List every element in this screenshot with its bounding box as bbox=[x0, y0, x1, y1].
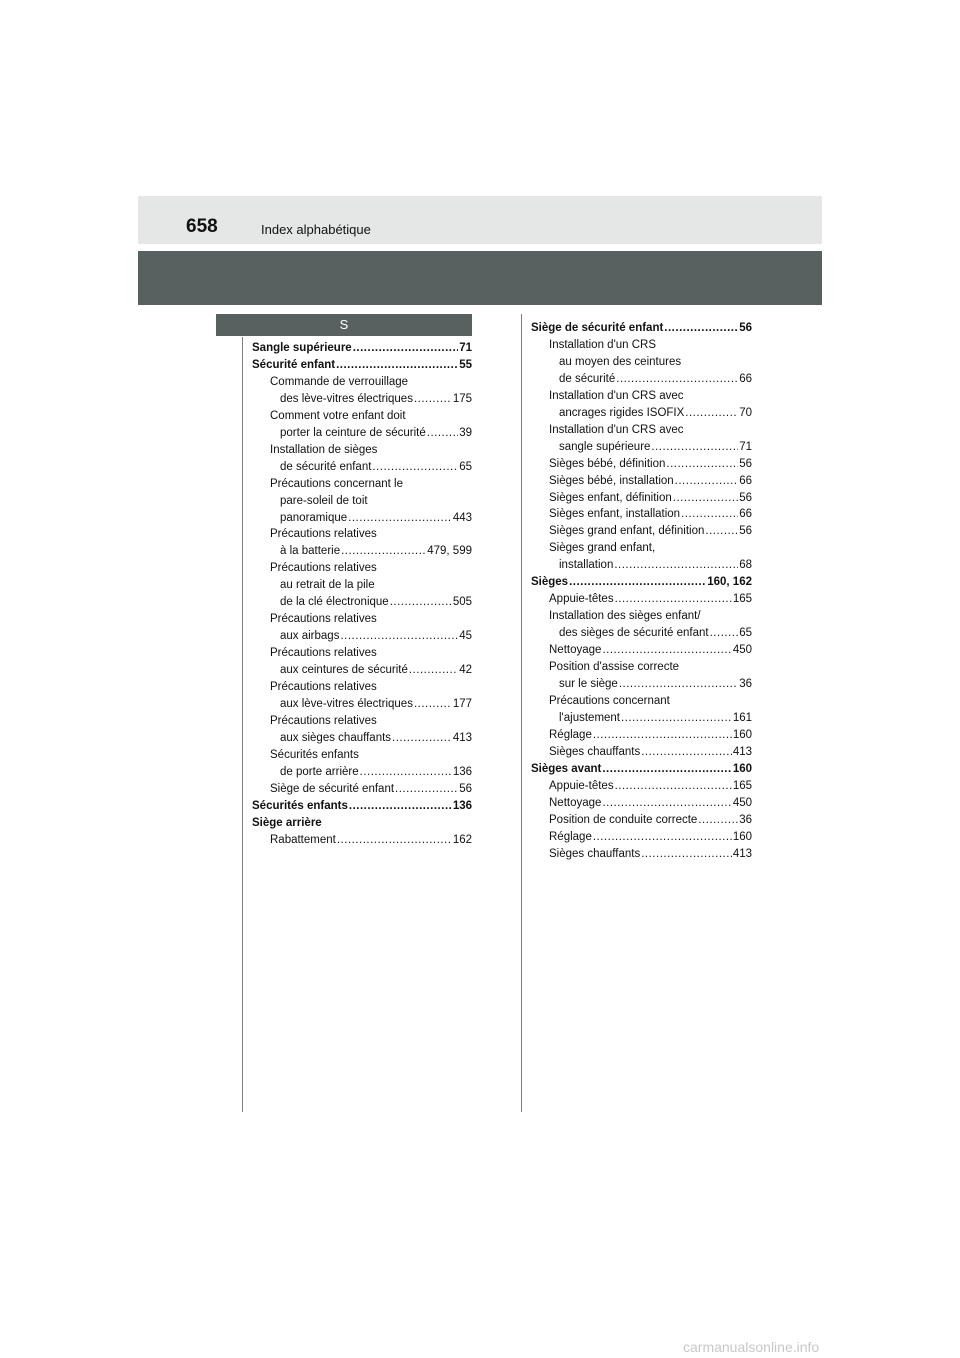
index-entry bbox=[531, 557, 752, 574]
entry-text: Appuie-têtes bbox=[549, 779, 614, 792]
page-reference: 160 bbox=[732, 830, 752, 843]
dot-leader bbox=[673, 490, 738, 507]
page-reference: 450 bbox=[732, 796, 752, 809]
dot-leader bbox=[641, 846, 732, 863]
dot-leader bbox=[602, 642, 731, 659]
page-reference: 68 bbox=[739, 559, 752, 572]
dot-leader bbox=[651, 439, 738, 456]
entry-text: Position d'assise correcte bbox=[549, 661, 680, 674]
dot-leader bbox=[664, 320, 738, 337]
page-reference: 45 bbox=[459, 630, 472, 643]
page-reference: 66 bbox=[739, 372, 752, 385]
index-entry-line bbox=[252, 611, 472, 628]
entry-text: Sièges bbox=[531, 576, 569, 589]
entry-text: Installation de sièges bbox=[270, 443, 378, 456]
entry-text: l'ajustement bbox=[559, 711, 621, 724]
index-entry bbox=[252, 391, 472, 408]
entry-text: des lève-vitres électriques bbox=[280, 392, 413, 405]
index-entry bbox=[531, 795, 752, 812]
index-entry-line bbox=[252, 442, 472, 459]
page-reference: 42 bbox=[459, 664, 472, 677]
entry-text: de porte arrière bbox=[280, 765, 359, 778]
dot-leader bbox=[348, 510, 452, 527]
dot-leader bbox=[593, 727, 732, 744]
page-reference: 165 bbox=[732, 779, 752, 792]
dot-leader bbox=[602, 761, 731, 778]
index-entry bbox=[531, 642, 752, 659]
dot-leader bbox=[336, 357, 458, 374]
entry-text: aux ceintures de sécurité bbox=[280, 664, 408, 677]
entry-text: Nettoyage bbox=[549, 796, 602, 809]
index-entry bbox=[531, 405, 752, 422]
entry-text: de sécurité bbox=[559, 372, 616, 385]
page-reference: 65 bbox=[459, 460, 472, 473]
entry-text: Sangle supérieure bbox=[252, 342, 352, 354]
page-reference: 160, 162 bbox=[707, 576, 752, 589]
index-entry bbox=[531, 320, 752, 337]
page-reference: 413 bbox=[732, 847, 752, 860]
index-entry-line bbox=[252, 815, 472, 832]
page-reference: 71 bbox=[459, 342, 472, 354]
index-entry-line bbox=[531, 337, 752, 354]
index-entry bbox=[252, 357, 472, 374]
index-entry bbox=[252, 510, 472, 527]
page-reference: 66 bbox=[739, 474, 752, 487]
index-entry bbox=[252, 425, 472, 442]
page-reference: 136 bbox=[452, 799, 472, 812]
entry-text: aux lève-vitres électriques bbox=[280, 698, 413, 711]
entry-text: Précautions relatives bbox=[270, 714, 377, 727]
dot-leader bbox=[710, 625, 739, 642]
dot-leader bbox=[341, 543, 426, 560]
page-reference: 505 bbox=[452, 596, 472, 609]
page-reference: 413 bbox=[732, 745, 752, 758]
page-reference: 70 bbox=[739, 406, 752, 419]
index-entry bbox=[252, 696, 472, 713]
entry-text: Précautions relatives bbox=[270, 681, 377, 694]
entry-text: Sécurité enfant bbox=[252, 358, 336, 371]
index-entry-line bbox=[531, 354, 752, 371]
entry-text: au moyen des ceintures bbox=[559, 355, 682, 368]
dot-leader bbox=[390, 594, 452, 611]
index-entry-line bbox=[252, 713, 472, 730]
entry-text: Sièges avant bbox=[531, 762, 602, 775]
index-entry bbox=[252, 628, 472, 645]
index-column-left bbox=[252, 340, 472, 849]
index-entry bbox=[252, 832, 472, 849]
entry-text: Précautions concernant le bbox=[270, 477, 403, 490]
index-entry-line bbox=[252, 577, 472, 594]
index-column-right bbox=[531, 320, 752, 863]
index-entry bbox=[531, 456, 752, 473]
dot-leader bbox=[614, 557, 738, 574]
index-entry bbox=[252, 543, 472, 560]
page-reference: 161 bbox=[732, 711, 752, 724]
dot-leader bbox=[666, 456, 738, 473]
entry-text: Installation d'un CRS avec bbox=[549, 389, 684, 402]
entry-text: Rabattement bbox=[270, 833, 336, 846]
index-entry bbox=[252, 340, 472, 357]
entry-text: Installation d'un CRS bbox=[549, 338, 657, 351]
page-reference: 175 bbox=[452, 392, 472, 405]
page-reference: 443 bbox=[452, 511, 472, 524]
index-entry-line bbox=[252, 374, 472, 391]
page-title: Index alphabétique bbox=[261, 222, 371, 237]
index-entry bbox=[531, 490, 752, 507]
index-entry bbox=[531, 625, 752, 642]
index-entry bbox=[252, 798, 472, 815]
dot-leader bbox=[360, 764, 452, 781]
entry-text: Précautions relatives bbox=[270, 647, 377, 660]
dot-leader bbox=[337, 832, 452, 849]
page-reference: 56 bbox=[739, 525, 752, 538]
index-entry-line bbox=[531, 388, 752, 405]
index-entry-line bbox=[531, 422, 752, 439]
page-reference: 55 bbox=[459, 358, 472, 371]
header-band bbox=[138, 196, 822, 244]
entry-text: Installation des sièges enfant/ bbox=[549, 610, 701, 623]
entry-text: Sièges chauffants bbox=[549, 745, 641, 758]
entry-text: porter la ceinture de sécurité bbox=[280, 426, 426, 439]
index-entry-line bbox=[252, 493, 472, 510]
entry-text: Précautions relatives bbox=[270, 528, 377, 541]
entry-text: Précautions relatives bbox=[270, 562, 377, 575]
index-entry-line bbox=[252, 747, 472, 764]
dot-leader bbox=[372, 459, 458, 476]
entry-text: Sièges enfant, installation bbox=[549, 508, 681, 521]
page-reference: 36 bbox=[739, 813, 752, 826]
index-entry bbox=[531, 591, 752, 608]
dot-leader bbox=[621, 710, 732, 727]
page-reference: 36 bbox=[739, 678, 752, 691]
entry-text: aux airbags bbox=[280, 630, 340, 643]
entry-text: Réglage bbox=[549, 728, 592, 741]
index-entry bbox=[531, 523, 752, 540]
page-reference: 56 bbox=[739, 491, 752, 504]
index-entry bbox=[531, 676, 752, 693]
dot-leader bbox=[349, 798, 452, 815]
dot-leader bbox=[593, 829, 732, 846]
index-entry bbox=[531, 829, 752, 846]
page-reference: 39 bbox=[459, 426, 472, 439]
dot-leader bbox=[569, 574, 706, 591]
entry-text: aux sièges chauffants bbox=[280, 731, 392, 744]
entry-text: Sièges bébé, installation bbox=[549, 474, 674, 487]
entry-text: de sécurité enfant bbox=[280, 460, 372, 473]
index-entry-line bbox=[252, 476, 472, 493]
dot-leader bbox=[602, 795, 731, 812]
dot-leader bbox=[340, 628, 458, 645]
entry-text: Siège de sécurité enfant bbox=[270, 782, 395, 795]
entry-text: pare-soleil de toit bbox=[280, 494, 368, 507]
entry-text: Comment votre enfant doit bbox=[270, 409, 406, 422]
index-entry bbox=[531, 710, 752, 727]
entry-text: Position de conduite correcte bbox=[549, 813, 698, 826]
index-entry bbox=[252, 662, 472, 679]
entry-text: Installation d'un CRS avec bbox=[549, 423, 684, 436]
index-entry-line bbox=[531, 540, 752, 557]
entry-text: Nettoyage bbox=[549, 644, 602, 657]
index-entry bbox=[531, 439, 752, 456]
entry-text: de la clé électronique bbox=[280, 596, 389, 609]
dot-leader bbox=[353, 340, 458, 357]
index-entry-line bbox=[252, 526, 472, 543]
index-entry bbox=[252, 594, 472, 611]
dot-leader bbox=[641, 744, 732, 761]
section-letter-bar: S bbox=[216, 314, 472, 336]
dot-leader bbox=[675, 473, 739, 490]
index-entry bbox=[531, 473, 752, 490]
entry-text: sur le siège bbox=[559, 678, 618, 691]
dot-leader bbox=[681, 506, 738, 523]
page-reference: 160 bbox=[732, 728, 752, 741]
page-reference: 71 bbox=[739, 440, 752, 453]
page-reference: 177 bbox=[452, 698, 472, 711]
index-entry-line bbox=[252, 408, 472, 425]
index-entry-line bbox=[252, 645, 472, 662]
dot-leader bbox=[619, 676, 738, 693]
index-entry bbox=[531, 846, 752, 863]
entry-text: ancrages rigides ISOFIX bbox=[559, 406, 685, 419]
entry-text: Sièges enfant, définition bbox=[549, 491, 672, 504]
index-entry bbox=[531, 727, 752, 744]
dot-leader bbox=[685, 405, 738, 422]
index-entry bbox=[531, 744, 752, 761]
entry-text: Sièges bébé, définition bbox=[549, 457, 666, 470]
page-reference: 56 bbox=[739, 322, 752, 334]
dot-leader bbox=[615, 778, 732, 795]
entry-text: Sièges grand enfant, définition bbox=[549, 525, 705, 538]
page-reference: 162 bbox=[452, 833, 472, 846]
entry-text: Appuie-têtes bbox=[549, 593, 614, 606]
entry-text: Sécurités enfants bbox=[252, 799, 348, 812]
entry-text: Précautions concernant bbox=[549, 694, 670, 707]
index-entry bbox=[252, 764, 472, 781]
dot-leader bbox=[615, 591, 732, 608]
dot-leader bbox=[392, 730, 452, 747]
entry-text: panoramique bbox=[280, 511, 348, 524]
page-reference: 56 bbox=[459, 782, 472, 795]
entry-text: Siège de sécurité enfant bbox=[531, 322, 664, 334]
index-entry bbox=[252, 459, 472, 476]
dot-leader bbox=[395, 781, 458, 798]
entry-text: installation bbox=[559, 559, 614, 572]
index-entry-line bbox=[252, 679, 472, 696]
entry-text: sangle supérieure bbox=[559, 440, 651, 453]
entry-text: Sièges grand enfant, bbox=[549, 542, 656, 555]
dot-leader bbox=[409, 662, 458, 679]
page-reference: 160 bbox=[732, 762, 752, 775]
page-reference: 65 bbox=[739, 627, 752, 640]
index-entry-line bbox=[252, 560, 472, 577]
index-entry bbox=[531, 506, 752, 523]
dot-leader bbox=[427, 425, 458, 442]
page-reference: 136 bbox=[452, 765, 472, 778]
entry-text: Précautions relatives bbox=[270, 613, 377, 626]
index-entry bbox=[531, 371, 752, 388]
dot-leader bbox=[414, 391, 452, 408]
index-entry bbox=[252, 781, 472, 798]
page-reference: 56 bbox=[739, 457, 752, 470]
dot-leader bbox=[698, 812, 738, 829]
page-reference: 450 bbox=[732, 644, 752, 657]
index-entry-line bbox=[531, 693, 752, 710]
entry-text: au retrait de la pile bbox=[280, 579, 375, 592]
index-entry bbox=[531, 812, 752, 829]
index-entry bbox=[531, 574, 752, 591]
entry-text: Réglage bbox=[549, 830, 592, 843]
dot-leader bbox=[414, 696, 452, 713]
entry-text: Sièges chauffants bbox=[549, 847, 641, 860]
index-entry bbox=[531, 778, 752, 795]
entry-text: des sièges de sécurité enfant bbox=[559, 627, 709, 640]
entry-text: Commande de verrouillage bbox=[270, 375, 409, 388]
watermark: carmanualsonline.info bbox=[683, 1339, 820, 1355]
entry-text: Sécurités enfants bbox=[270, 748, 359, 761]
dot-leader bbox=[705, 523, 738, 540]
index-entry-line bbox=[531, 659, 752, 676]
index-entry bbox=[252, 730, 472, 747]
entry-text: Siège arrière bbox=[252, 816, 322, 829]
page-reference: 479, 599 bbox=[427, 545, 472, 558]
page-reference: 165 bbox=[732, 593, 752, 606]
page-reference: 413 bbox=[452, 731, 472, 744]
middle-column-rule bbox=[521, 314, 522, 1112]
dot-leader bbox=[616, 371, 738, 388]
page-reference: 66 bbox=[739, 508, 752, 521]
section-banner bbox=[138, 251, 822, 305]
page-number: 658 bbox=[186, 216, 218, 237]
index-entry-line bbox=[531, 608, 752, 625]
entry-text: à la batterie bbox=[280, 545, 341, 558]
left-column-rule bbox=[242, 337, 243, 1112]
index-entry bbox=[531, 761, 752, 778]
